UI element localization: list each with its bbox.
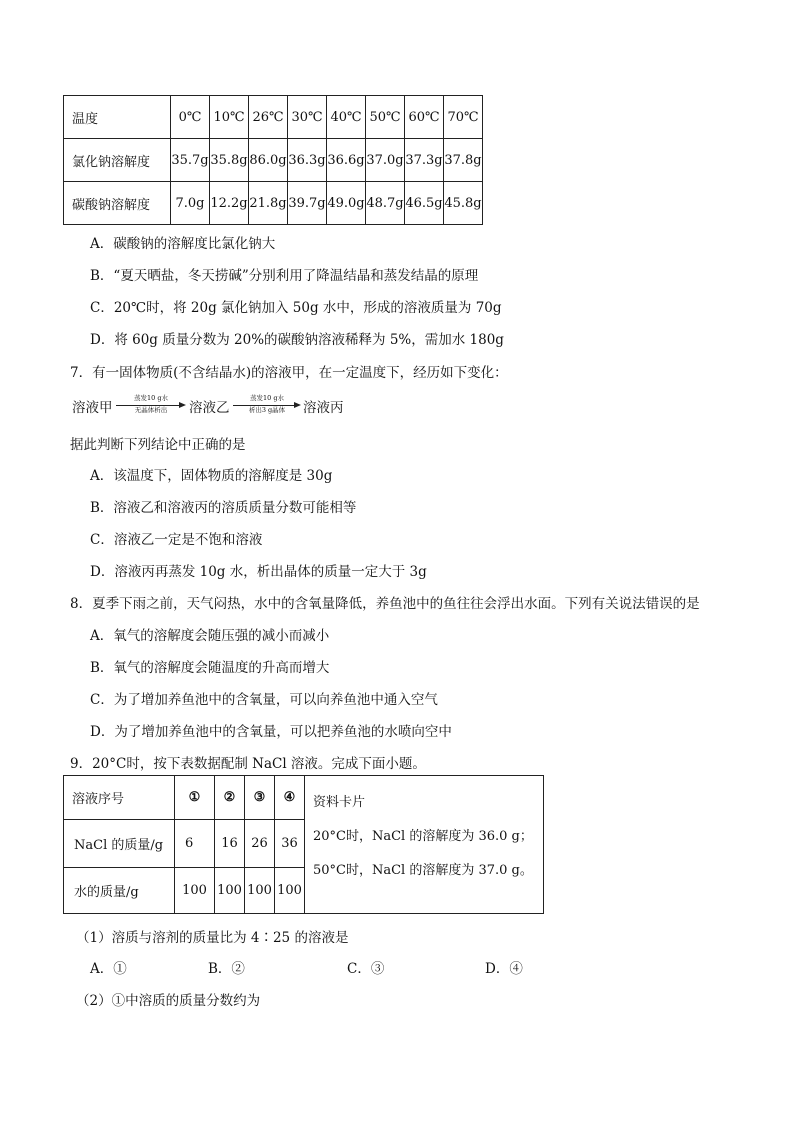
q9-sub1-stem: （1）溶质与溶剂的质量比为 4∶25 的溶液是: [76, 930, 349, 946]
table-cell: 40℃: [327, 96, 366, 139]
table-cell: 39.7g: [288, 182, 327, 225]
table-cell: 37.8g: [444, 139, 483, 182]
card-title: 资料卡片: [313, 795, 366, 810]
table-cell: ②: [215, 776, 245, 820]
table-cell: 26℃: [249, 96, 288, 139]
q8-option-a: A．氧气的溶解度会随压强的减小而减小: [90, 628, 330, 644]
table-cell: 60℃: [405, 96, 444, 139]
table-cell: 46.5g: [405, 182, 444, 225]
q6-option-b: B．“夏天晒盐，冬天捞碱”分别利用了降温结晶和蒸发结晶的原理: [90, 268, 479, 284]
table-cell: 49.0g: [327, 182, 366, 225]
q8-option-d: D．为了增加养鱼池中的含氧量，可以把养鱼池的水喷向空中: [90, 724, 452, 740]
q6-option-d: D．将 60g 质量分数为 20%的碳酸钠溶液稀释为 5%，需加水 180g: [90, 332, 504, 348]
table-cell: 100: [215, 868, 245, 914]
table-cell: 36.6g: [327, 139, 366, 182]
flow-solution-jia: 溶液甲: [72, 400, 113, 416]
card-line-1: 20°C时，NaCl 的溶解度为 36.0 g；: [313, 829, 533, 844]
q9-sub1-option-b: B．②: [208, 961, 245, 977]
arrow1-bottom-label: 无晶体析出: [134, 406, 168, 414]
q9-sub1-option-c: C．③: [347, 961, 385, 977]
table-cell: 30℃: [288, 96, 327, 139]
table-cell: 温度: [64, 96, 171, 139]
flow-solution-bing: 溶液丙: [303, 400, 344, 416]
table-row: [64, 182, 483, 225]
solubility-table: [63, 95, 483, 225]
arrow2-top-label: 蒸发10 g水: [250, 394, 284, 402]
table-cell: 12.2g: [210, 182, 249, 225]
card-line-2: 50°C时，NaCl 的溶解度为 37.0 g。: [313, 863, 533, 878]
table-cell: 16: [215, 820, 245, 868]
table-cell: 100: [175, 868, 215, 914]
table-cell: 10℃: [210, 96, 249, 139]
flow-arrow-1: [116, 394, 186, 414]
table-row: [64, 776, 544, 820]
table-cell: 45.8g: [444, 182, 483, 225]
nacl-table: [63, 775, 544, 914]
table-cell: 氯化钠溶解度: [64, 139, 171, 182]
q8-option-c: C．为了增加养鱼池中的含氧量，可以向养鱼池中通入空气: [90, 692, 438, 708]
q7-option-a: A．该温度下，固体物质的溶解度是 30g: [90, 468, 333, 484]
q7-option-d: D．溶液丙再蒸发 10g 水，析出晶体的质量一定大于 3g: [90, 564, 427, 580]
table-cell: 溶液序号: [64, 776, 175, 820]
table-cell: 6: [175, 820, 215, 868]
q7-option-b: B．溶液乙和溶液丙的溶质质量分数可能相等: [90, 500, 357, 516]
table-cell: 水的质量/g: [64, 868, 175, 914]
table-cell: 70℃: [444, 96, 483, 139]
table-cell: 35.8g: [210, 139, 249, 182]
table-cell: 100: [275, 868, 305, 914]
table-cell: 36: [275, 820, 305, 868]
arrow1-top-label: 蒸发10 g水: [134, 394, 168, 402]
q9-sub2-stem: （2）①中溶质的质量分数约为: [76, 993, 261, 1009]
q6-option-c: C．20℃时，将 20g 氯化钠加入 50g 水中，形成的溶液质量为 70g: [90, 300, 502, 316]
q9-stem: 9．20°C时，按下表数据配制 NaCl 溶液。完成下面小题。: [70, 756, 426, 772]
q7-prompt: 据此判断下列结论中正确的是: [70, 437, 246, 453]
table-cell: NaCl 的质量/g: [64, 820, 175, 868]
arrow2-bottom-label: 析出3 g晶体: [248, 406, 286, 414]
table-cell: 50℃: [366, 96, 405, 139]
table-cell: 35.7g: [171, 139, 210, 182]
info-card: [305, 776, 544, 914]
table-cell: ③: [245, 776, 275, 820]
table-cell: 36.3g: [288, 139, 327, 182]
q7-stem: 7．有一固体物质(不含结晶水)的溶液甲，在一定温度下，经历如下变化：: [70, 365, 508, 381]
table-cell: 碳酸钠溶解度: [64, 182, 171, 225]
table-cell: 26: [245, 820, 275, 868]
table-cell: 37.3g: [405, 139, 444, 182]
q9-sub1-option-d: D．④: [485, 961, 523, 977]
table-row: [64, 139, 483, 182]
flow-arrow-2: [233, 394, 301, 414]
table-cell: 37.0g: [366, 139, 405, 182]
table-cell: 0℃: [171, 96, 210, 139]
table-row: [64, 96, 483, 139]
q9-sub1-option-a: A．①: [90, 961, 127, 977]
table-cell: 100: [245, 868, 275, 914]
table-cell: ④: [275, 776, 305, 820]
flow-solution-yi: 溶液乙: [189, 400, 230, 416]
table-cell: 21.8g: [249, 182, 288, 225]
q6-option-a: A．碳酸钠的溶解度比氯化钠大: [90, 236, 276, 252]
q8-option-b: B．氧气的溶解度会随温度的升高而增大: [90, 660, 330, 676]
table-cell: ①: [175, 776, 215, 820]
table-cell: 7.0g: [171, 182, 210, 225]
table-cell: 86.0g: [249, 139, 288, 182]
table-cell: 48.7g: [366, 182, 405, 225]
q7-option-c: C．溶液乙一定是不饱和溶液: [90, 532, 263, 548]
q8-stem: 8．夏季下雨之前，天气闷热，水中的含氧量降低，养鱼池中的鱼往往会浮出水面。下列有关说法错误的是: [70, 596, 700, 612]
